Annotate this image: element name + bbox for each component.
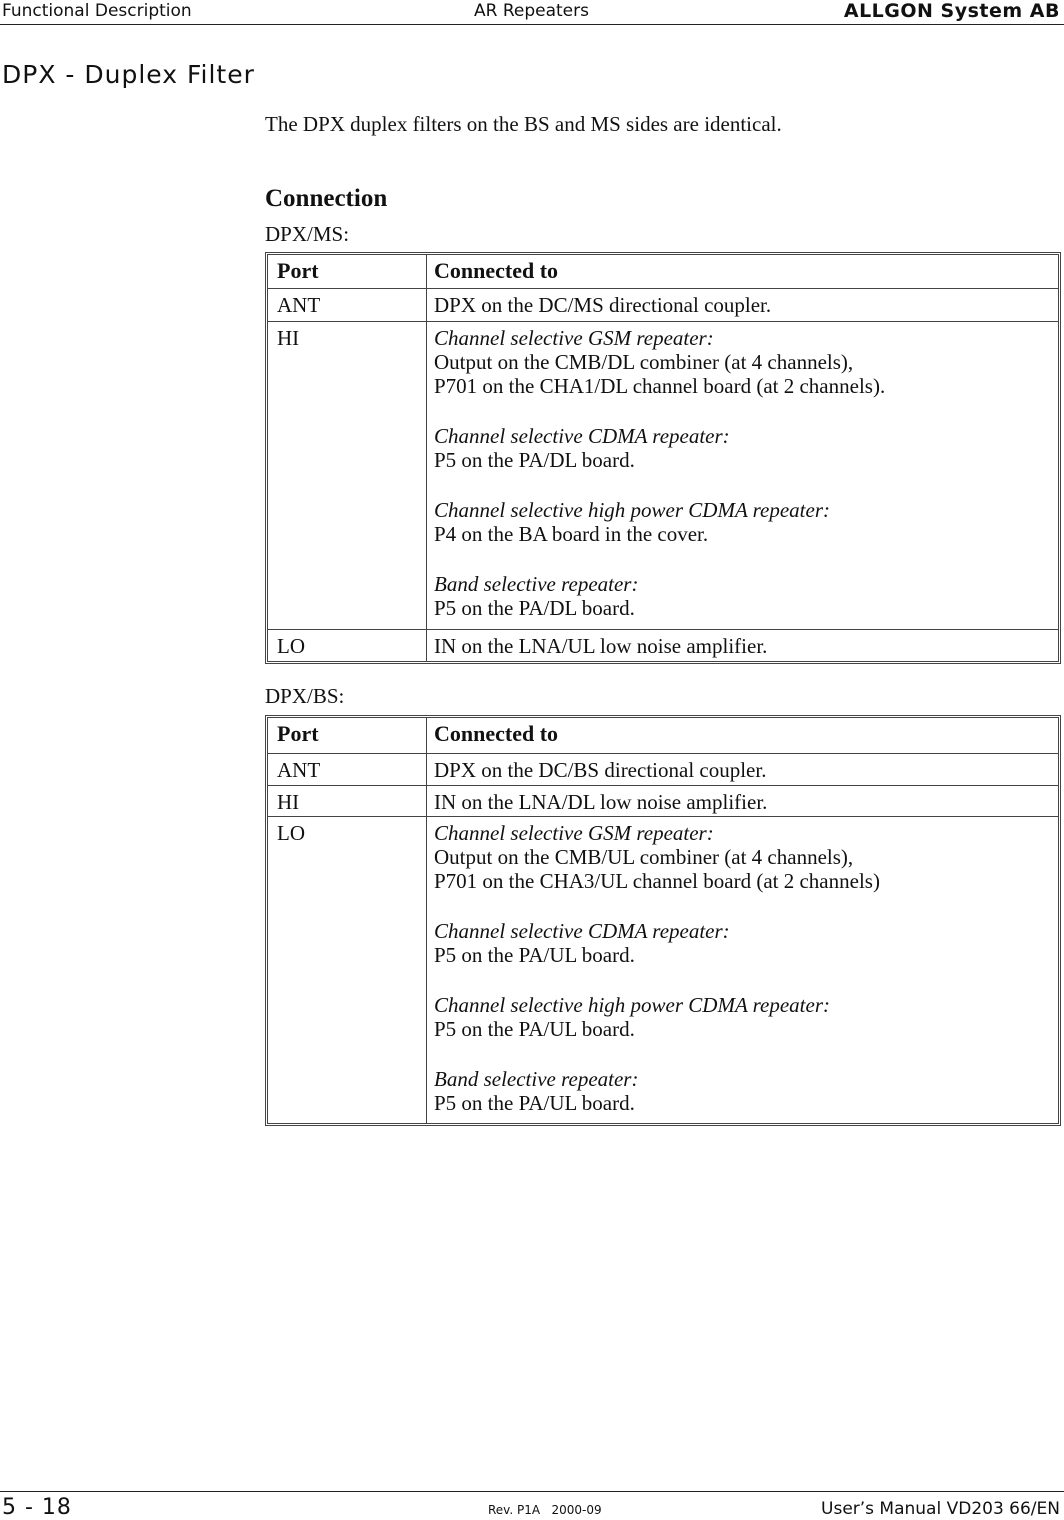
connection-cell: IN on the LNA/DL low noise amplifier.: [434, 790, 768, 814]
port-cell: HI: [268, 786, 427, 816]
repeater-type-label: Channel selective CDMA repeater:: [434, 424, 730, 448]
connection-cell: DPX on the DC/MS directional coupler.: [434, 293, 772, 317]
connection-line: P4 on the BA board in the cover.: [434, 522, 709, 546]
repeater-type-label: Channel selective CDMA repeater:: [434, 919, 730, 943]
connection-block: [434, 326, 1058, 398]
connection-heading: Connection: [265, 185, 388, 212]
header-rule: [0, 24, 1064, 25]
header-product-name: AR Repeaters: [474, 1, 589, 21]
connection-cell: IN on the LNA/UL low noise amplifier.: [434, 634, 768, 658]
section-title: DPX - Duplex Filter: [2, 60, 255, 89]
connection-line: P5 on the PA/DL board.: [434, 448, 635, 472]
connection-line: P701 on the CHA3/UL channel board (at 2 channels): [434, 869, 880, 893]
connection-line: P701 on the CHA1/DL channel board (at 2 channels).: [434, 374, 886, 398]
table-row: [268, 786, 1058, 817]
repeater-type-label: Channel selective GSM repeater:: [434, 326, 714, 350]
connection-line: P5 on the PA/UL board.: [434, 1017, 635, 1041]
header-company-name: ALLGON System AB: [843, 0, 1060, 22]
connection-line: P5 on the PA/UL board.: [434, 1091, 635, 1115]
table-row: [268, 322, 1058, 630]
connection-cell: [427, 322, 1058, 629]
port-cell: HI: [268, 322, 427, 629]
port-cell: ANT: [268, 289, 427, 321]
manual-reference: User’s Manual VD203 66/EN: [821, 1499, 1060, 1519]
port-column-header: Port: [268, 718, 427, 753]
connection-block: [434, 1067, 1058, 1115]
footer-rule: [0, 1491, 1064, 1492]
table-header-row: [268, 718, 1058, 754]
connected-column-header: Connected to: [434, 721, 559, 746]
revision-info: Rev. P1A 2000-09: [488, 1503, 602, 1517]
connection-cell: [427, 817, 1058, 1123]
repeater-type-label: Channel selective GSM repeater:: [434, 821, 714, 845]
connected-column-header: Connected to: [434, 258, 559, 283]
connection-block: [434, 424, 1058, 472]
ms-table-label: DPX/MS:: [265, 222, 350, 246]
connection-line: Output on the CMB/DL combiner (at 4 channels),: [434, 350, 854, 374]
port-cell: LO: [268, 817, 427, 1123]
ms-port-table: [265, 252, 1061, 664]
table-header-row: [268, 255, 1058, 289]
table-row: [268, 817, 1058, 1123]
connection-block: [434, 993, 1058, 1041]
connection-cell: DPX on the DC/BS directional coupler.: [434, 758, 767, 782]
connection-line: Output on the CMB/UL combiner (at 4 channels),: [434, 845, 854, 869]
table-row: [268, 630, 1058, 661]
connection-block: [434, 821, 1058, 893]
header-section-name: Functional Description: [2, 1, 192, 21]
connection-block: [434, 572, 1058, 620]
port-column-header: Port: [268, 255, 427, 288]
page-number: 5 - 18: [2, 1495, 72, 1520]
repeater-type-label: Band selective repeater:: [434, 1067, 639, 1091]
connection-line: P5 on the PA/UL board.: [434, 943, 635, 967]
bs-table-label: DPX/BS:: [265, 684, 345, 708]
connection-line: P5 on the PA/DL board.: [434, 596, 635, 620]
connection-block: [434, 498, 1058, 546]
table-row: [268, 754, 1058, 786]
port-cell: ANT: [268, 754, 427, 785]
intro-paragraph: The DPX duplex filters on the BS and MS sides are identical.: [265, 112, 782, 136]
port-cell: LO: [268, 630, 427, 661]
bs-port-table: [265, 715, 1061, 1126]
connection-block: [434, 919, 1058, 967]
repeater-type-label: Band selective repeater:: [434, 572, 639, 596]
table-row: [268, 289, 1058, 322]
repeater-type-label: Channel selective high power CDMA repeater:: [434, 498, 830, 522]
repeater-type-label: Channel selective high power CDMA repeater:: [434, 993, 830, 1017]
